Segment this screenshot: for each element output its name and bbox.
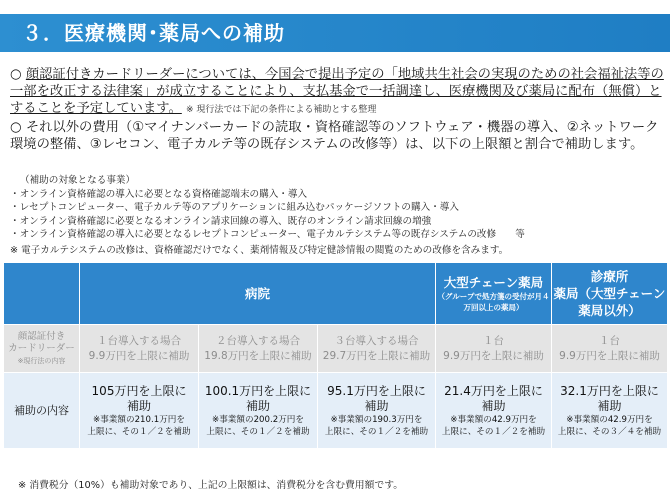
list-item: ・ オンライン資格確認の導入に必要となるレセプトコンピューター、電子カルテシステム等の既存システムの改修 等 (10, 228, 665, 242)
bullet-icon: ○ (10, 67, 22, 82)
table-header-row (4, 263, 668, 325)
subsidy-table (3, 262, 668, 449)
intro-text-2: それ以外の費用（①マイナンバーカードの読取・資格確認等のソフトウェア・機器の導入、②ネットワーク環境の整備、③レセコン、電子カルテ等の既存システムの改修等）は、以下の上限額と割合で補助します。 (10, 120, 659, 152)
intro-note: ※ 現行法では下記の条件による補助とする整理 (186, 105, 377, 115)
header-chain-pharmacy (436, 263, 552, 325)
header-chain-title: 大型チェーン薬局 (443, 275, 544, 290)
table-row (4, 373, 668, 449)
footer-note: ※ 消費税分（10%）も補助対象であり、上記の上限額は、消費税分を含む費用額です。 (18, 480, 404, 491)
table-cell: ３台導入する場合 29.7万円を上限に補助 (318, 325, 436, 373)
header-chain-sub: （グループで処方箋の受付が月４万回以上の薬局） (437, 292, 550, 312)
targets-list (10, 188, 665, 242)
targets-note: ※ 電子カルテシステムの改修は、資格確認だけでなく、薬剤情報及び特定健診情報の閲覧のための改修を含みます。 (10, 244, 509, 256)
list-item: ・ オンライン資格確認の導入に必要となる資格確認端末の購入・導入 (10, 188, 665, 202)
header-hospital: 病院 (80, 263, 436, 325)
bullet-icon: ○ (10, 120, 22, 135)
table-cell: 95.1万円を上限に 補助 ※事業額の190.3万円を 上限に、その１／２を補助 (318, 373, 436, 449)
targets-heading: （補助の対象となる事業） (20, 175, 136, 186)
table-cell: 105万円を上限に 補助 ※事業額の210.1万円を 上限に、その１／２を補助 (80, 373, 199, 449)
table-cell: １台導入する場合 9.9万円を上限に補助 (80, 325, 199, 373)
intro-paragraph-1 (10, 66, 665, 119)
table-row (4, 325, 668, 373)
list-item: ・ オンライン資格確認に必要となるオンライン請求回線の導入、既存のオンライン請求回線の増強 (10, 215, 665, 229)
row-label-card-reader: 顔認証付き カードリーダー ※現行法の内容 (4, 325, 80, 373)
intro-paragraph-2 (10, 119, 665, 153)
header-empty-cell (4, 263, 80, 325)
row-label-subsidy: 補助の内容 (4, 373, 80, 449)
intro-section (10, 66, 665, 153)
header-clinic: 診療所 薬局（大型チェーン 薬局以外） (552, 263, 668, 325)
list-item: ・ レセプトコンピューター、電子カルテ等のアプリケーションに組み込むパッケージソフトの購入・導入 (10, 201, 665, 215)
table-cell: 21.4万円を上限に 補助 ※事業額の42.9万円を 上限に、その１／２を補助 (436, 373, 552, 449)
table-cell: １台 9.9万円を上限に補助 (436, 325, 552, 373)
table-cell: 100.1万円を上限に 補助 ※事業額の200.2万円を 上限に、その１／２を補助 (199, 373, 318, 449)
table-cell: ２台導入する場合 19.8万円を上限に補助 (199, 325, 318, 373)
subsidy-targets (10, 174, 665, 257)
table-cell: １台 9.9万円を上限に補助 (552, 325, 668, 373)
intro-text-1: 顔認証付きカードリーダーについては、今国会で提出予定の「地域共生社会の実現のための社会福祉法等の一部を改正する法律案」が成立することにより、支払基金で一括調達し、医療機関及び薬局に配布（無償）とすることを予定しています。 (10, 67, 664, 116)
page-title: ３．医療機関･薬局への補助 (0, 14, 670, 52)
table-cell: 32.1万円を上限に 補助 ※事業額の42.9万円を 上限に、その３／４を補助 (552, 373, 668, 449)
